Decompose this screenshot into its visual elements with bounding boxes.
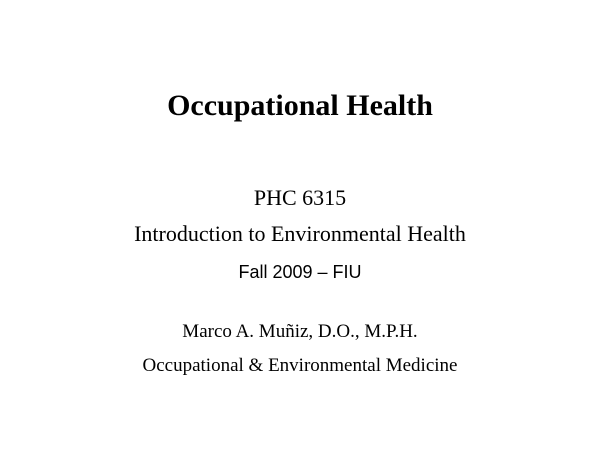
presenter-department: Occupational & Environmental Medicine xyxy=(142,355,458,376)
presenter-name: Marco A. Muñiz, D.O., M.P.H. xyxy=(182,321,418,342)
slide-title: Occupational Health xyxy=(167,89,433,122)
course-name: Introduction to Environmental Health xyxy=(134,221,466,246)
term-label: Fall 2009 – FIU xyxy=(238,262,362,282)
course-code: PHC 6315 xyxy=(253,185,347,210)
